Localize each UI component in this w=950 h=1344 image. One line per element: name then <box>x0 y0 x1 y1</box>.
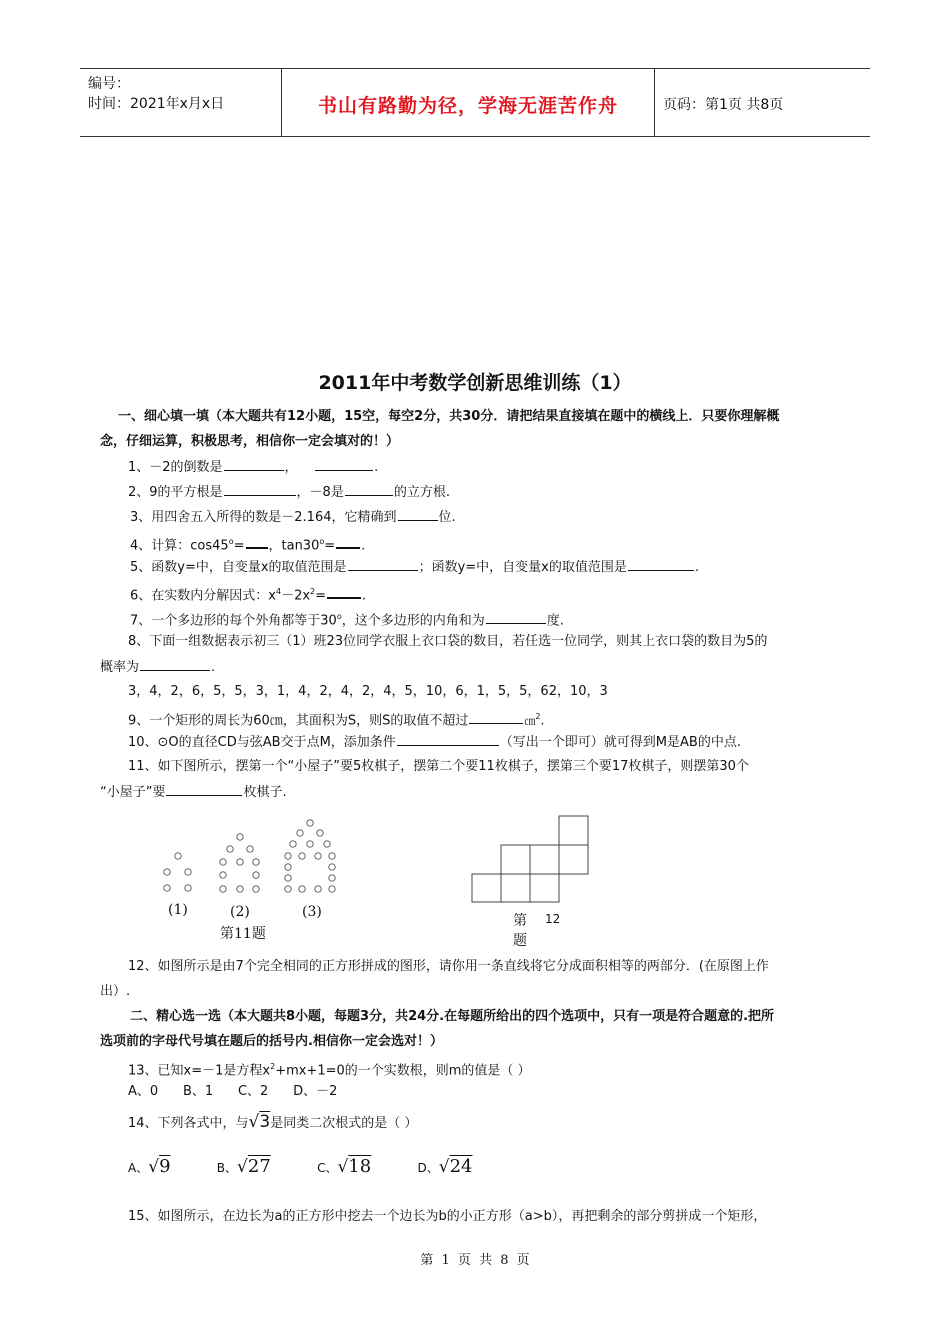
q8-text: 概率为 <box>100 660 140 675</box>
page-info: 页码：第1页 共8页 <box>663 97 784 113</box>
sqrt-icon: √ <box>337 1157 349 1177</box>
question-8-cont <box>100 658 215 677</box>
question-7 <box>130 608 564 630</box>
answer-blank <box>140 658 210 671</box>
date-label: 时间：2021年x月x日 <box>88 96 225 112</box>
question-3 <box>130 508 456 527</box>
header-table <box>80 68 870 137</box>
q1-text: . <box>374 460 379 475</box>
q5-text: 5、函数y=中，自变量x的取值范围是 <box>130 560 347 575</box>
option-a-value: 9 <box>159 1156 171 1177</box>
degree-mark: o <box>336 612 342 621</box>
figure-12-caption-num: 12 <box>545 912 561 926</box>
page-footer: 第 1 页 共 8 页 <box>420 1253 530 1268</box>
number-label: 编号： <box>88 76 130 92</box>
question-6 <box>130 583 366 605</box>
q10-text: （写出一个即可）就可得到M是AB的中点. <box>499 735 741 750</box>
header-meta-cell <box>80 69 282 136</box>
page-title: 2011年中考数学创新思维训练（1） <box>318 372 632 394</box>
question-5 <box>130 558 699 577</box>
figure-12-caption-ti: 题 <box>513 933 527 949</box>
section1-heading: 一、细心填一填（本大题共有12小题，15空，每空2分，共30分．请把结果直接填在题中的横线上．只要你理解概 <box>118 409 780 424</box>
figure-11-caption: 第11题 <box>220 926 266 942</box>
question-10 <box>128 733 741 752</box>
q2-text: ，－8是 <box>296 485 344 500</box>
section2-heading: 二、精心选一选（本大题共8小题，每题3分，共24分.在每题所给出的四个选项中，只有一项是符合题意的.把所 <box>130 1009 775 1024</box>
option-d: D、 <box>417 1161 439 1175</box>
q4-text: = <box>233 538 245 554</box>
question-4 <box>130 533 365 555</box>
answer-blank <box>486 611 546 624</box>
q9-text: . <box>540 713 545 729</box>
option-c-value: 18 <box>348 1156 372 1177</box>
option-d-value: 24 <box>449 1156 473 1177</box>
sqrt-icon: √ <box>237 1157 248 1177</box>
question-11-cont <box>100 783 287 802</box>
question-13-options: A、0 B、1 C、2 D、－2 <box>128 1084 338 1099</box>
question-14-options <box>128 1158 472 1178</box>
question-9 <box>128 708 545 730</box>
degree-mark: o <box>228 537 234 546</box>
answer-blank <box>166 783 242 796</box>
q4-text: ，tan30 <box>268 538 320 554</box>
option-b: B、 <box>216 1161 238 1175</box>
q8-text: . <box>211 660 216 675</box>
q2-text: 2、9的平方根是 <box>128 485 223 500</box>
answer-blank <box>628 558 694 571</box>
q4-text: 4、计算：cos45 <box>130 538 229 554</box>
q9-text: 9、一个矩形的周长为60㎝，其面积为S，则S的取值不超过 <box>128 713 469 729</box>
option-b-value: 27 <box>247 1156 271 1177</box>
question-15: 15、如图所示，在边长为a的正方形中挖去一个边长为b的小正方形（a>b），再把剩余的部分剪拼成一个矩形， <box>128 1209 767 1224</box>
q6-text: . <box>362 588 367 604</box>
q4-text: . <box>361 538 366 554</box>
exponent: 2 <box>310 587 316 596</box>
sqrt-icon: √ <box>438 1157 450 1177</box>
figure-12-squares <box>470 814 590 904</box>
q3-text: 位. <box>438 510 456 525</box>
question-13 <box>128 1058 531 1080</box>
answer-blank <box>336 535 360 549</box>
q6-text: 6、在实数内分解因式：x <box>130 588 276 604</box>
figure-11-pebbles <box>150 812 350 902</box>
q1-text: ， <box>284 460 298 475</box>
answer-blank <box>397 733 499 746</box>
q5-text: . <box>694 560 699 575</box>
question-1 <box>128 458 378 477</box>
exponent: 2 <box>535 712 541 721</box>
answer-blank <box>348 558 418 571</box>
q6-text: = <box>315 588 327 604</box>
q1-text: 1、－2的倒数是 <box>128 460 223 475</box>
question-11: 11、如下图所示，摆第一个“小屋子”要5枚棋子，摆第二个要11枚棋子，摆第三个要17枚棋子，则摆第30个 <box>128 759 749 774</box>
question-8-data: 3，4，2，6，5，5，3，1，4，2，4，2，4，5，10，6，1，5，5，62，10，3 <box>128 684 608 699</box>
question-2 <box>128 483 450 502</box>
answer-blank <box>469 711 523 724</box>
q7-text: 7、一个多边形的每个外角都等于30 <box>130 613 337 629</box>
motto: 书山有路勤为径，学海无涯苦作舟 <box>317 95 618 117</box>
sqrt-icon: √ <box>248 1112 260 1132</box>
exponent: 2 <box>270 1062 276 1071</box>
option-a: A、 <box>128 1161 149 1175</box>
option-c: C、 <box>317 1161 338 1175</box>
q11-text: 枚棋子. <box>243 785 287 800</box>
answer-blank <box>246 535 268 549</box>
figure-12-caption-di: 第 <box>513 913 527 929</box>
q5-text: ；函数y=中，自变量x的取值范围是 <box>418 560 627 575</box>
figure-label-2: (2) <box>230 904 250 920</box>
q7-text: 度. <box>546 613 564 629</box>
exponent: 4 <box>275 587 282 596</box>
q7-text: ，这个多边形的内角和为 <box>341 613 485 629</box>
question-12: 12、如图所示是由7个完全相同的正方形拼成的图形，请你用一条直线将它分成面积相等的两部分．(在原图上作 <box>128 959 769 974</box>
q6-text: －2x <box>281 588 311 604</box>
q9-text: ㎝ <box>524 714 536 728</box>
sqrt-icon: √ <box>148 1157 160 1177</box>
q13-text: +mx+1=0的一个实数根，则m的值是（ ） <box>275 1063 531 1079</box>
answer-blank <box>315 458 373 471</box>
section1-heading-cont: 念，仔细运算，积极思考，相信你一定会填对的！） <box>100 434 400 449</box>
question-12-cont: 出）. <box>100 984 131 999</box>
answer-blank <box>398 508 438 521</box>
q3-text: 3、用四舍五入所得的数是－2.164，它精确到 <box>130 510 397 525</box>
figure-label-1: (1) <box>168 902 188 918</box>
answer-blank <box>327 585 361 599</box>
q4-text: = <box>324 538 336 554</box>
degree-mark: o <box>319 537 325 546</box>
answer-blank <box>224 483 296 496</box>
q2-text: 的立方根. <box>393 485 450 500</box>
question-8: 8、下面一组数据表示初三（1）班23位同学衣服上衣口袋的数目，若任选一位同学，则其上衣口袋的数目为5的 <box>128 634 768 649</box>
section2-heading-cont: 选项前的字母代号填在题后的括号内.相信你一定会选对！） <box>100 1034 443 1049</box>
header-motto-cell <box>282 69 655 136</box>
q13-text: 13、已知x=－1是方程x <box>128 1063 271 1079</box>
q14-text: 14、下列各式中，与 <box>128 1116 249 1131</box>
header-page-cell <box>655 69 870 136</box>
q11-text: “小屋子”要 <box>100 785 166 800</box>
figure-label-3: (3) <box>302 904 322 920</box>
q10-text: 10、⊙O的直径CD与弦AB交于点M，添加条件 <box>128 735 396 750</box>
answer-blank <box>345 483 393 496</box>
answer-blank <box>224 458 284 471</box>
radicand: 3 <box>259 1112 271 1132</box>
question-14 <box>128 1113 417 1133</box>
q14-text: 是同类二次根式的是（ ） <box>270 1116 418 1131</box>
